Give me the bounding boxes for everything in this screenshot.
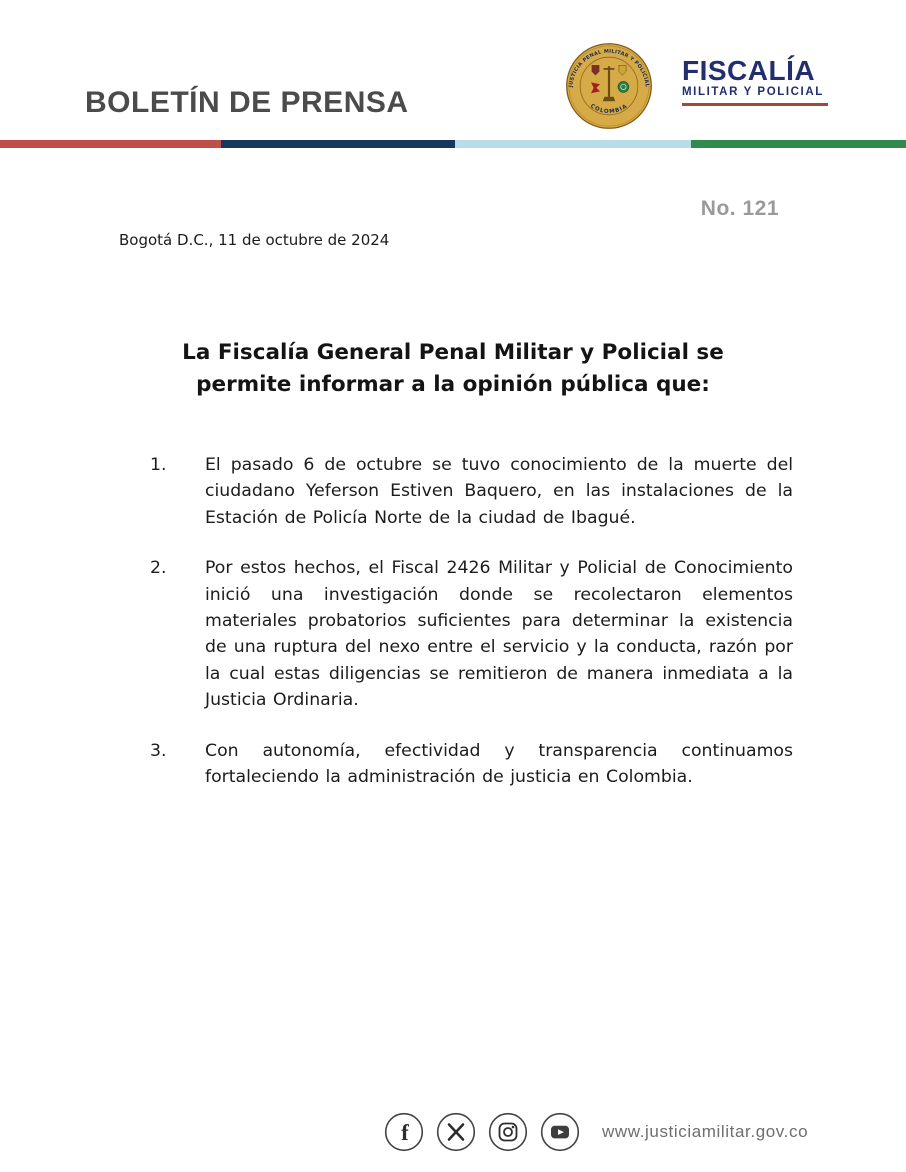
instagram-icon[interactable] [488, 1112, 528, 1152]
divider-segment-navy [221, 140, 455, 148]
list-item-number: 2. [150, 558, 167, 579]
fiscalia-logo-line2: MILITAR Y POLICIAL [682, 86, 824, 98]
list-item-number: 1. [150, 455, 167, 475]
list-item-text: Por estos hechos, el Fiscal 2426 Militar y Policial de Conocimiento inició una investigación donde se recolectaron elementos materiales probatorios suficientes para determinar la existencia de una ruptura del nexo entre el servicio y la conducta, razón por la cual estas diligencias se remitieron de manera inmediata a la Justicia Ordinaria. [205, 558, 793, 711]
seal-icon [563, 41, 655, 131]
x-twitter-icon[interactable] [436, 1112, 476, 1152]
list-item-number: 3. [150, 740, 167, 761]
svg-text:f: f [401, 1120, 409, 1145]
bulletin-number: No. 121 [700, 197, 779, 220]
youtube-icon[interactable] [540, 1112, 580, 1152]
fiscalia-logo [682, 57, 828, 106]
list-item-text: El pasado 6 de octubre se tuvo conocimiento de la muerte del ciudadano Yeferson Estiven Baquero, en las instalaciones de la Estación de Policía Norte de la ciudad de Ibagué. [205, 455, 793, 528]
seal-bottom-text: COLOMBIA [589, 103, 629, 116]
divider-segment-red [0, 140, 221, 148]
document-title [0, 337, 906, 401]
list-item [150, 452, 795, 531]
list-item [150, 555, 795, 713]
divider-bar [0, 140, 906, 148]
document-title-text: La Fiscalía General Penal Militar y Policial se permite informar a la opinión pública que: [182, 340, 724, 397]
divider-segment-lightblue [455, 140, 691, 148]
page-title: BOLETÍN DE PRENSA [85, 86, 409, 119]
bulletin-items [150, 452, 795, 814]
list-item-text: Con autonomía, efectividad y transparencia continuamos fortaleciendo la administración de justicia en Colombia. [205, 740, 793, 788]
social-icons [384, 1112, 580, 1152]
footer [384, 1112, 808, 1152]
divider-segment-green [691, 140, 906, 148]
fiscalia-logo-line1: FISCALÍA [682, 55, 816, 86]
facebook-icon[interactable] [384, 1112, 424, 1152]
seal-top-text: JUSTICIA PENAL MILITAR Y POLICIAL [568, 48, 650, 88]
dateline: Bogotá D.C., 11 de octubre de 2024 [119, 231, 390, 249]
website-link[interactable]: www.justiciamilitar.gov.co [602, 1122, 809, 1141]
justicia-penal-militar-seal-icon [563, 41, 655, 131]
list-item [150, 738, 795, 791]
